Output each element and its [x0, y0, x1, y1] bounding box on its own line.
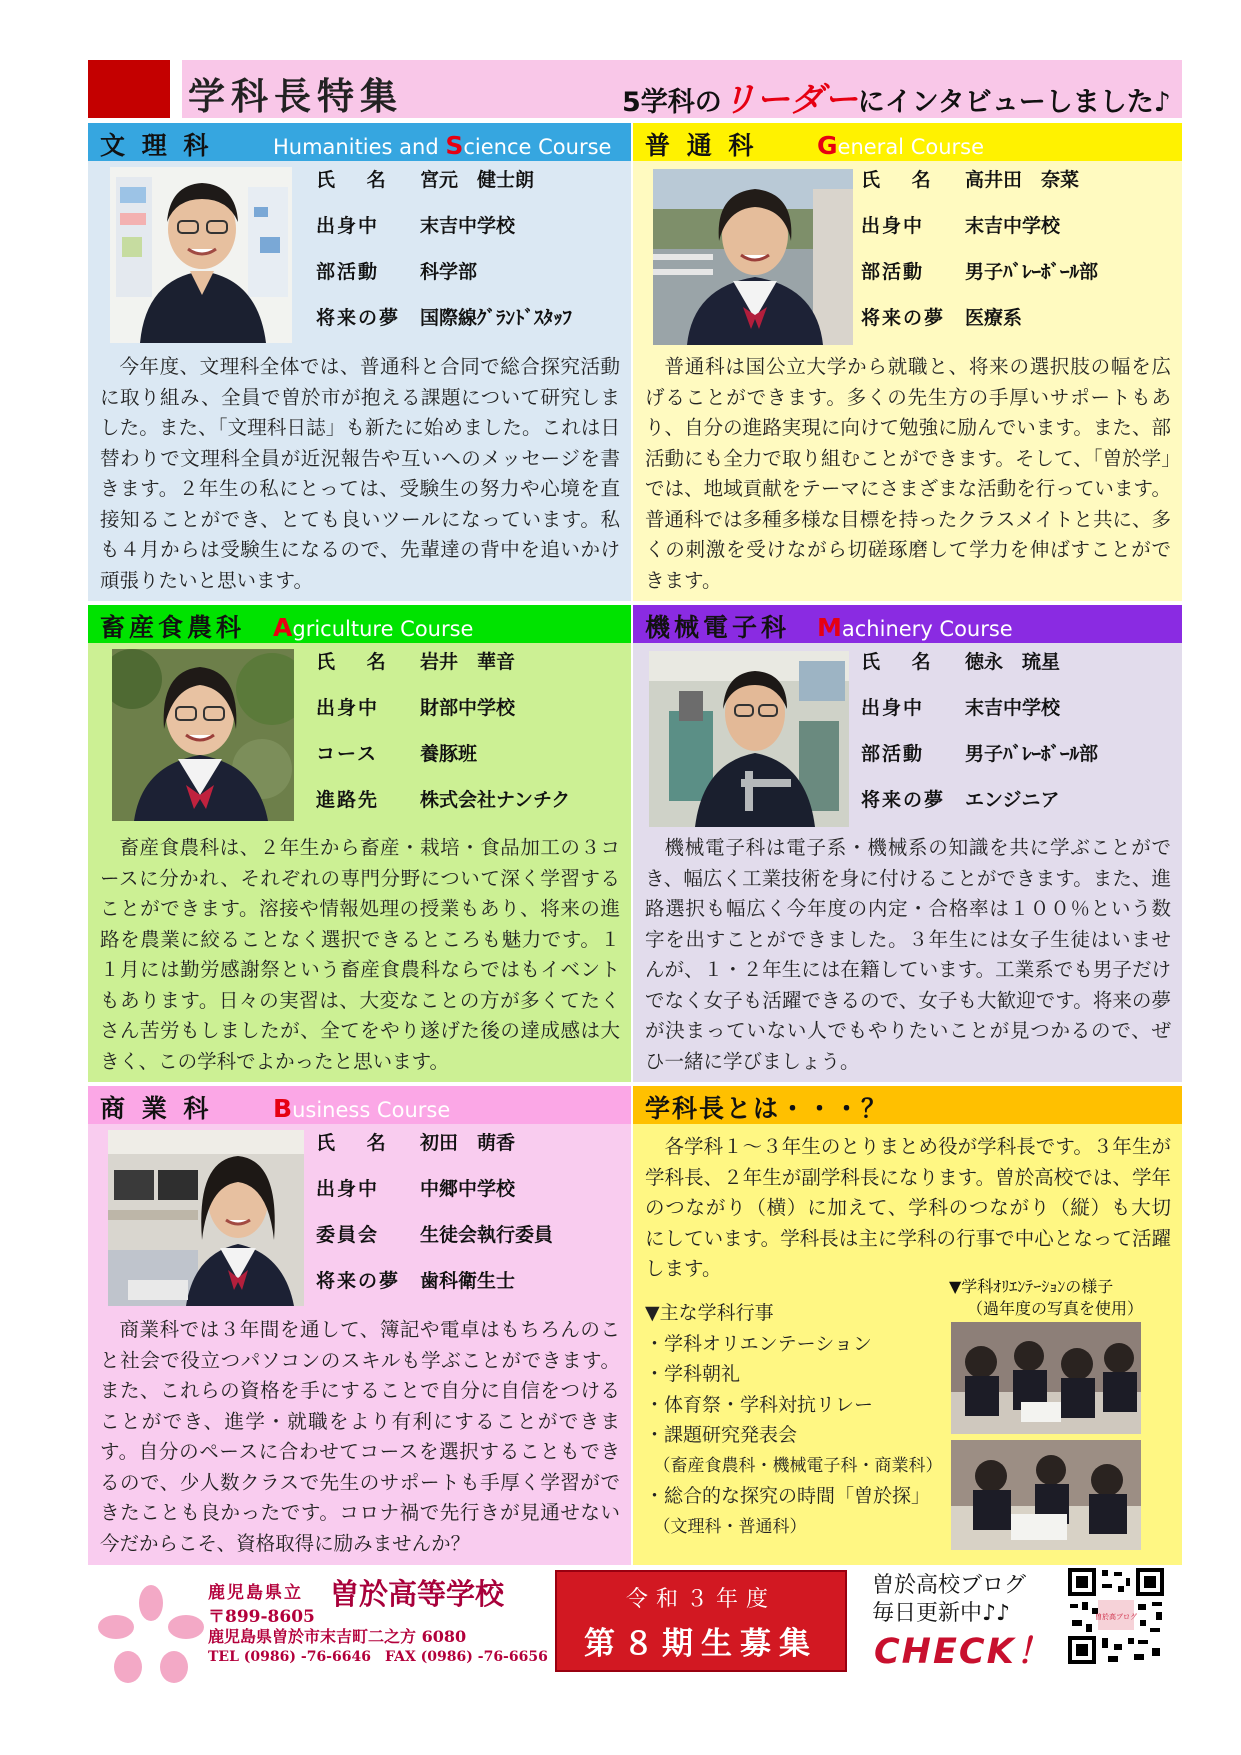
section-english-title: Business Course	[273, 1094, 451, 1123]
student-photo	[653, 169, 853, 345]
recruitment-banner	[555, 1570, 847, 1672]
header-divider	[170, 60, 182, 118]
section-body: 今年度、文理科全体では、普通科と合同で総合探究活動に取り組み、全員で曽於市が抱える課題について研究しました。また、「文理科日誌」も新たに始めました。これは日替わりで文理科全員が近況報告や互いへのメッセージを書きます。２年生の私にとっては、受験生の努力や心境を直接知ることができ、とても良いツールになっています。私も４月からは受験生になるので、先輩達の背中を追いかけ頑張りたいと思います。	[100, 355, 620, 592]
postal-code: 〒899-8605	[208, 1607, 315, 1627]
events-title: ▼主な学科行事	[645, 1302, 774, 1324]
recruit-year: 令和３年度	[625, 1587, 776, 1612]
section-shogyo	[88, 1086, 631, 1565]
events-list	[645, 1298, 943, 1542]
svg-text:曽於高ブログ: 曽於高ブログ	[1095, 1613, 1137, 1621]
photo-caption-note: （過年度の写真を使用）	[967, 1299, 1144, 1318]
section-band	[633, 605, 1182, 643]
section-english-title: Humanities and Science Course	[273, 131, 612, 160]
event-item: ・総合的な探究の時間「曽於探」	[645, 1485, 931, 1507]
school-name: 曽於高等学校	[330, 1577, 505, 1611]
event-item: ・学科朝礼	[645, 1363, 741, 1385]
event-item-note: （畜産食農科・機械電子科・商業科）	[645, 1455, 943, 1476]
student-photo	[110, 167, 292, 343]
section-body: 商業科では３年間を通して、簿記や電卓はもちろんのこと社会で役立つパソコンのスキルも学ぶことができます。また、これらの資格を手にすることで自分に自信をつけることができ、進学・就職をより有利にすることができます。自分のペースに合わせてコースを選択することもできるので、少人数クラスで先生のサポートも手厚く学習ができたことも良かったです。コロナ禍で先行きが見通せない今だからこそ、資格取得に励みませんか？	[100, 1318, 620, 1555]
info-row-club: 部活動 科学部	[316, 261, 478, 283]
student-info	[316, 165, 572, 349]
student-info	[316, 1128, 553, 1312]
info-row-club: 部活動 男子ﾊﾞﾚｰﾎﾞｰﾙ部	[861, 261, 1099, 283]
page-title: 学科長特集	[188, 75, 403, 118]
section-band	[633, 123, 1182, 161]
section-english-title: Agriculture Course	[273, 613, 474, 642]
info-row-school: 出身中 末吉中学校	[861, 215, 1061, 237]
event-item: ・体育祭・学科対抗リレー	[645, 1393, 874, 1416]
section-title: 文 理 科	[100, 131, 213, 160]
student-photo	[112, 649, 294, 821]
qr-code-icon[interactable]	[1068, 1568, 1164, 1664]
school-phone-fax: TEL (0986) -76-6646 FAX (0986) -76-6656	[208, 1649, 548, 1665]
page-subtitle	[622, 72, 1171, 121]
section-futsu	[633, 123, 1182, 601]
info-row-name: 氏 名 徳永 琉星	[861, 651, 1061, 673]
section-title: 畜産食農科	[100, 613, 246, 642]
blog-label: 曽於高校ブログ	[872, 1573, 1027, 1598]
info-row-name: 氏 名 宮元 健士朗	[316, 169, 535, 191]
info-row-course: コース 養豚班	[316, 743, 478, 765]
orientation-photo	[951, 1322, 1141, 1434]
info-row-dream: 将来の夢 エンジニア	[861, 789, 1060, 811]
orientation-photo	[951, 1440, 1141, 1550]
photo-caption: ▼学科ｵﾘｴﾝﾃｰｼｮﾝの様子	[949, 1277, 1114, 1296]
section-title: 普 通 科	[645, 131, 758, 160]
section-body: 普通科は国公立大学から就職と、将来の選択肢の幅を広げることができます。多くの先生方の手厚いサポートもあり、自分の進路実現に向けて勉強に励んでいます。また、部活動にも全力で取り組むことができます。そして、「曽於学」では、地域貢献をテーマにさまざまな活動を行っています。普通科では多種多様な目標を持ったクラスメイトと共に、多くの刺激を受けながら切磋琢磨して学力を伸ばすことができます。	[645, 355, 1171, 592]
section-chikusan	[88, 605, 631, 1082]
event-item: ・学科オリエンテーション	[645, 1332, 872, 1355]
svg-text:高: 高	[134, 1620, 168, 1660]
section-bunri	[88, 123, 631, 601]
student-info	[316, 647, 570, 831]
school-address: 鹿児島県曽於市末吉町二之方 6080	[208, 1627, 467, 1646]
info-row-school: 出身中 末吉中学校	[861, 697, 1061, 719]
about-body: 各学科１～３年生のとりまとめ役が学科長です。３年生が学科長、２年生が副学科長になります。曽於高校では、学年のつながり（横）に加えて、学科のつながり（縦）も大切にしています。学科長は主に学科の行事で中心となって活躍します。	[645, 1135, 1171, 1280]
info-row-name: 氏 名 岩井 華音	[316, 651, 516, 673]
header-red-block	[88, 60, 170, 118]
student-photo	[108, 1130, 304, 1306]
section-english-title: General Course	[817, 131, 985, 160]
section-title: 学科長とは・・・？	[645, 1094, 889, 1123]
section-body: 畜産食農科は、２年生から畜産・栽培・食品加工の３コースに分かれ、それぞれの専門分野について深く学習することができます。溶接や情報処理の授業もあり、将来の進路を農業に絞ることなく選択できるところも魅力です。１１月には勤労感謝祭という畜産食農科ならではもイベントもあります。日々の実習は、大変なことの方が多くてたくさん苦労もしましたが、全てをやり遂げた後の達成感は大きく、この学科でよかったと思います。	[100, 836, 620, 1073]
school-logo	[96, 1585, 206, 1685]
section-band	[88, 123, 631, 161]
section-kikai	[633, 605, 1182, 1082]
event-item-note: （文理科・普通科）	[645, 1516, 807, 1537]
section-band	[633, 1086, 1182, 1124]
info-row-school: 出身中 末吉中学校	[316, 215, 516, 237]
info-row-name: 氏 名 初田 萌香	[316, 1132, 516, 1154]
section-title: 機械電子科	[645, 613, 791, 642]
event-item: ・課題研究発表会	[645, 1424, 798, 1446]
subtitle-highlight: リーダー	[721, 80, 858, 120]
student-info	[861, 165, 1098, 349]
section-band	[88, 1086, 631, 1124]
info-row-career: 進路先 株式会社ナンチク	[316, 789, 571, 811]
info-row-committee: 委員会 生徒会執行委員	[316, 1224, 554, 1246]
info-row-dream: 将来の夢 歯科衛生士	[316, 1270, 516, 1292]
subtitle-pre: 5学科の	[622, 87, 722, 118]
info-row-dream: 将来の夢 国際線ｸﾞﾗﾝﾄﾞｽﾀｯﾌ	[316, 307, 573, 329]
info-row-name: 氏 名 高井田 奈菜	[861, 169, 1080, 191]
section-body: 機械電子科は電子系・機械系の知識を共に学ぶことができ、幅広く工業技術を身に付けることができます。また、進路選択も幅広く今年度の内定・合格率は１００％という数字を出すことができました。３年生には女子生徒はいませんが、１・２年生には在籍しています。工業系でも男子だけでなく女子も活躍できるので、女子も大歓迎です。将来の夢が決まっていない人でもやりたいことが見つかるので、ぜひ一緒に学びましょう。	[645, 836, 1171, 1073]
info-row-school: 出身中 財部中学校	[316, 697, 516, 719]
info-row-dream: 将来の夢 医療系	[861, 307, 1023, 329]
section-band	[88, 605, 631, 643]
section-english-title: Machinery Course	[817, 613, 1013, 642]
blog-update-note: 毎日更新中♪♪	[872, 1601, 1011, 1626]
check-label: CHECK！	[874, 1632, 1053, 1672]
info-row-school: 出身中 中郷中学校	[316, 1178, 516, 1200]
student-photo	[649, 651, 849, 827]
recruit-title: 第８期生募集	[584, 1626, 818, 1662]
section-title: 商 業 科	[100, 1094, 213, 1123]
subtitle-post: にインタビューしました♪	[857, 87, 1171, 118]
prefecture-label: 鹿児島県立	[208, 1583, 303, 1603]
info-row-club: 部活動 男子ﾊﾞﾚｰﾎﾞｰﾙ部	[861, 743, 1099, 765]
student-info	[861, 647, 1098, 831]
section-about	[633, 1086, 1182, 1565]
